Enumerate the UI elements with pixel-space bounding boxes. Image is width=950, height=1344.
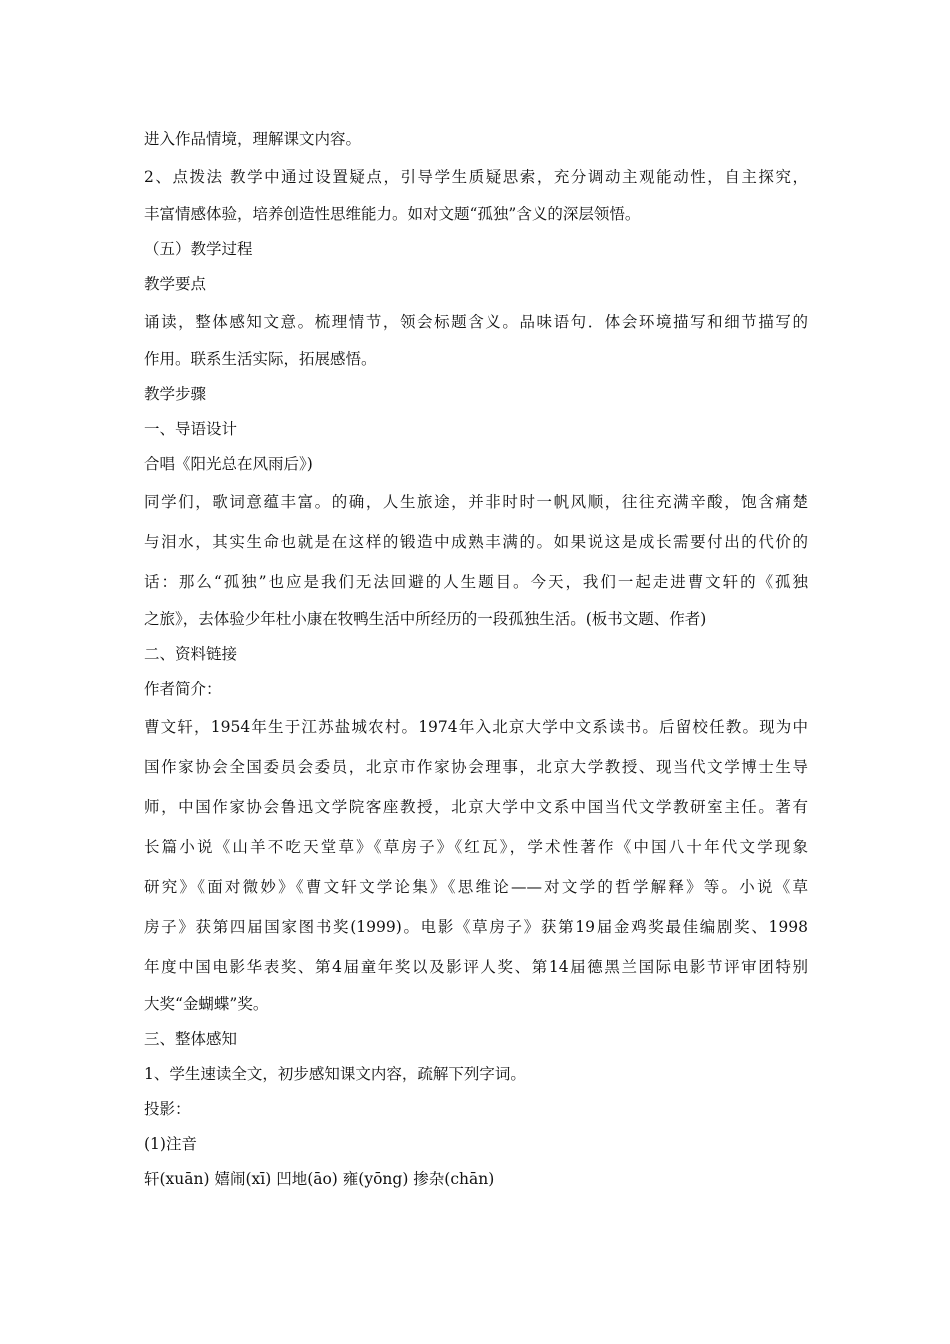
section-heading	[144, 232, 808, 267]
text-line: 话：那么“孤独”也应是我们无法回避的人生题目。今天，我们一起走进曹文轩的《孤独	[144, 573, 808, 591]
text-line: 1、学生速读全文，初步感知课文内容，疏解下列字词。	[144, 1065, 526, 1083]
text-line: 大奖“金蝴蝶”奖。	[144, 995, 269, 1013]
text-line: 2、点拨法 教学中通过设置疑点，引导学生质疑思索，充分调动主观能动性，自主探究，	[144, 168, 808, 186]
section-heading	[144, 637, 808, 672]
paragraph	[144, 482, 808, 637]
text-line: 二、资料链接	[144, 645, 238, 663]
text-line: 年度中国电影华表奖、第4届童年奖以及影评人奖、第14届德黑兰国际电影节评审团特别	[144, 958, 808, 976]
text-line: （五）教学过程	[144, 240, 253, 258]
paragraph	[144, 707, 808, 1022]
text-line: 作者简介：	[144, 680, 222, 698]
paragraph	[144, 1127, 808, 1162]
text-line: 曹文轩，1954年生于江苏盐城农村。1974年入北京大学中文系读书。后留校任教。现为中	[144, 718, 808, 736]
text-line: 教学要点	[144, 275, 207, 293]
paragraph	[144, 157, 808, 232]
paragraph	[144, 447, 808, 482]
paragraph	[144, 302, 808, 377]
text-line: 三、整体感知	[144, 1030, 238, 1048]
text-line: 房子》获第四届国家图书奖(1999)。电影《草房子》获第19届金鸡奖最佳编剧奖、1998	[144, 918, 808, 936]
section-heading	[144, 1022, 808, 1057]
text-line: 诵读，整体感知文意。梳理情节，领会标题含义。品味语句．体会环境描写和细节描写的	[144, 313, 808, 331]
text-line: 研究》《面对微妙》《曹文轩文学论集》《思维论——对文学的哲学解释》等。小说《草	[144, 878, 808, 896]
paragraph	[144, 1092, 808, 1127]
paragraph	[144, 122, 808, 157]
text-line: (1)注音	[144, 1135, 197, 1153]
text-line: 教学步骤	[144, 385, 207, 403]
paragraph	[144, 267, 808, 302]
text-line: 一、导语设计	[144, 420, 238, 438]
section-heading	[144, 412, 808, 447]
text-line: 进入作品情境，理解课文内容。	[144, 130, 362, 148]
text-line: 同学们，歌词意蕴丰富。的确，人生旅途，并非时时一帆风顺，往往充满辛酸，饱含痛楚	[144, 493, 808, 511]
text-line: 作用。联系生活实际，拓展感悟。	[144, 350, 377, 368]
text-line: 师，中国作家协会鲁迅文学院客座教授，北京大学中文系中国当代文学教研室主任。著有	[144, 798, 808, 816]
paragraph	[144, 1162, 808, 1197]
paragraph	[144, 672, 808, 707]
paragraph	[144, 1057, 808, 1092]
text-line: 合唱《阳光总在风雨后》)	[144, 455, 313, 473]
text-line: 投影：	[144, 1100, 191, 1118]
paragraph	[144, 377, 808, 412]
text-line: 长篇小说《山羊不吃天堂草》《草房子》《红瓦》，学术性著作《中国八十年代文学现象	[144, 838, 808, 856]
text-line: 国作家协会全国委员会委员，北京市作家协会理事，北京大学教授、现当代文学博士生导	[144, 758, 808, 776]
text-line: 轩(xuān) 嬉闹(xī) 凹地(āo) 雍(yōng) 掺杂(chān)	[144, 1170, 495, 1188]
text-line: 之旅》，去体验少年杜小康在牧鸭生活中所经历的一段孤独生活。(板书文题、作者)	[144, 610, 707, 628]
text-line: 与泪水，其实生命也就是在这样的锻造中成熟丰满的。如果说这是成长需要付出的代价的	[144, 533, 808, 551]
document-body	[144, 122, 808, 1197]
text-line: 丰富情感体验，培养创造性思维能力。如对文题“孤独”含义的深层领悟。	[144, 205, 641, 223]
